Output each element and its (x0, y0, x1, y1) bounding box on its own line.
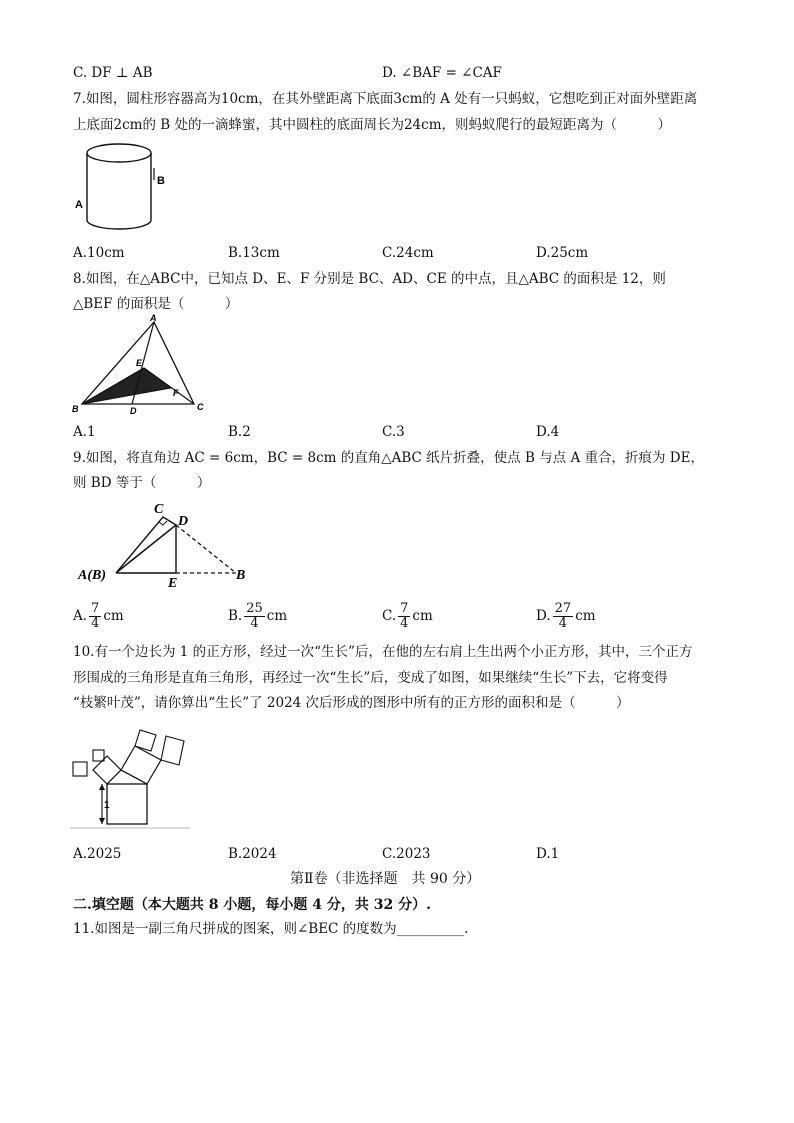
q9-option-a-prefix: A. (73, 608, 88, 624)
q6-option-c: C. DF ⊥ AB (73, 65, 153, 81)
q8-option-a: A.1 (73, 424, 96, 440)
q7-cylinder-figure (73, 140, 163, 235)
q9-option-a-unit: cm (103, 608, 124, 624)
section-subtitle: 二.填空题（本大题共 8 小题，每小题 4 分，共 32 分）. (73, 897, 431, 913)
q9-label-d: D (178, 514, 189, 529)
left-square (93, 756, 121, 784)
numerator: 7 (400, 601, 409, 616)
base-square (107, 784, 147, 824)
q8-label-a: A (150, 313, 157, 323)
q8-text-line1: 8.如图，在△ABC中，已知点 D、E、F 分别是 BC、AD、CE 的中点，且△ABC 的面积是 12，则 (73, 271, 666, 287)
q10-text-line1: 10.有一个边长为 1 的正方形，经过一次“生长”后，在他的左右肩上生出两个小正方形，其中，三个正方 (73, 644, 693, 660)
q9-label-e: E (168, 576, 178, 591)
denominator: 4 (91, 616, 100, 631)
triangle-bef-shaded (82, 368, 171, 404)
q7-option-a: A.10cm (73, 245, 125, 261)
q9-option-d-unit: cm (575, 608, 596, 624)
numerator: 25 (246, 601, 263, 616)
q8-label-c: C (197, 402, 204, 412)
q9-option-c-fraction (398, 602, 410, 631)
q9-option-c (382, 602, 433, 631)
denominator: 4 (558, 616, 568, 631)
cylinder-bottom-arc (87, 220, 151, 229)
numerator: 27 (554, 601, 572, 616)
q6-option-d: D. ∠BAF = ∠CAF (382, 65, 502, 81)
right-leaf-square-2 (161, 736, 184, 765)
q8-label-d: D (130, 406, 137, 416)
denominator: 4 (250, 616, 259, 631)
q8-label-e: E (136, 358, 143, 368)
q9-label-c: C (154, 502, 164, 517)
q7-option-d: D.25cm (536, 245, 589, 261)
q8-option-d: D.4 (536, 424, 560, 440)
q11-text: 11.如图是一副三角尺拼成的图案，则∠BEC 的度数为__________. (73, 921, 469, 937)
q9-option-b-prefix: B. (228, 608, 243, 624)
q8-option-b: B.2 (228, 424, 251, 440)
q10-option-d: D.1 (536, 846, 560, 862)
q10-pythagoras-tree-figure (70, 722, 195, 834)
q7-label-a: A (75, 199, 83, 211)
q8-option-c: C.3 (382, 424, 405, 440)
section-title: 第Ⅱ卷（非选择题 共 90 分） (290, 871, 481, 887)
q7-option-b: B.13cm (228, 245, 280, 261)
q8-label-b: B (72, 404, 79, 414)
q8-text-line2: △BEF 的面积是（ ） (73, 296, 239, 312)
dimension-arrow-bottom (99, 818, 105, 824)
q10-option-c: C.2023 (382, 846, 431, 862)
q9-option-b-fraction (244, 602, 265, 631)
q10-text-line3: “枝繁叶茂”，请你算出“生长”了 2024 次后形成的图形中所有的正方形的面积和是（ ） (73, 695, 630, 711)
denominator: 4 (400, 616, 409, 631)
cylinder-top-ellipse (87, 144, 151, 162)
q7-option-c: C.24cm (382, 245, 434, 261)
q9-option-b-unit: cm (266, 608, 288, 624)
q7-text-line2: 上底面2cm的 B 处的一滴蜂蜜，其中圆柱的底面周长为24cm，则蚂蚁爬行的最短距离为（ ） (73, 117, 671, 133)
q10-label-one: 1 (104, 800, 110, 811)
q9-option-a (73, 602, 124, 631)
left-leaf-square-1 (73, 762, 87, 776)
segment-db-dashed (176, 525, 236, 573)
q7-label-b: B (157, 175, 165, 187)
q9-option-d-prefix: D. (536, 608, 551, 624)
q10-text-line2: 形围成的三角形是直角三角形，再经过一次“生长”后，变成了如图，如果继续“生长”下去，它将变得 (73, 670, 668, 686)
q9-option-c-unit: cm (412, 608, 433, 624)
q9-text-line1: 9.如图，将直角边 AC = 6cm，BC = 8cm 的直角△ABC 纸片折叠，使点 B 与点 A 重合，折痕为 DE， (73, 450, 704, 466)
segment-ad (116, 525, 176, 573)
q7-text-line1: 7.如图，圆柱形容器高为10cm，在其外壁距离下底面3cm的 A 处有一只蚂蚁，它想吃到正对面外壁距离 (73, 91, 698, 107)
q10-option-b: B.2024 (228, 846, 277, 862)
q9-label-ab: A(B) (78, 568, 106, 583)
q9-label-b: B (236, 568, 246, 583)
right-angle-mark (159, 521, 167, 525)
numerator: 7 (91, 601, 100, 616)
q9-fold-figure (76, 497, 256, 589)
q9-option-d-fraction (553, 602, 574, 631)
q9-text-line2: 则 BD 等于（ ） (73, 475, 211, 491)
right-square (121, 746, 161, 784)
triangle-acd (116, 517, 176, 573)
q9-option-d (536, 602, 596, 631)
q8-label-f: F (173, 388, 179, 398)
q9-option-b (228, 602, 287, 631)
left-leaf-square-2 (93, 750, 104, 761)
dimension-arrow-top (99, 784, 105, 790)
q10-option-a: A.2025 (73, 846, 122, 862)
q9-option-c-prefix: C. (382, 608, 397, 624)
q9-option-a-fraction (89, 602, 101, 631)
right-triangle (107, 770, 147, 784)
q8-triangle-figure (70, 312, 210, 418)
